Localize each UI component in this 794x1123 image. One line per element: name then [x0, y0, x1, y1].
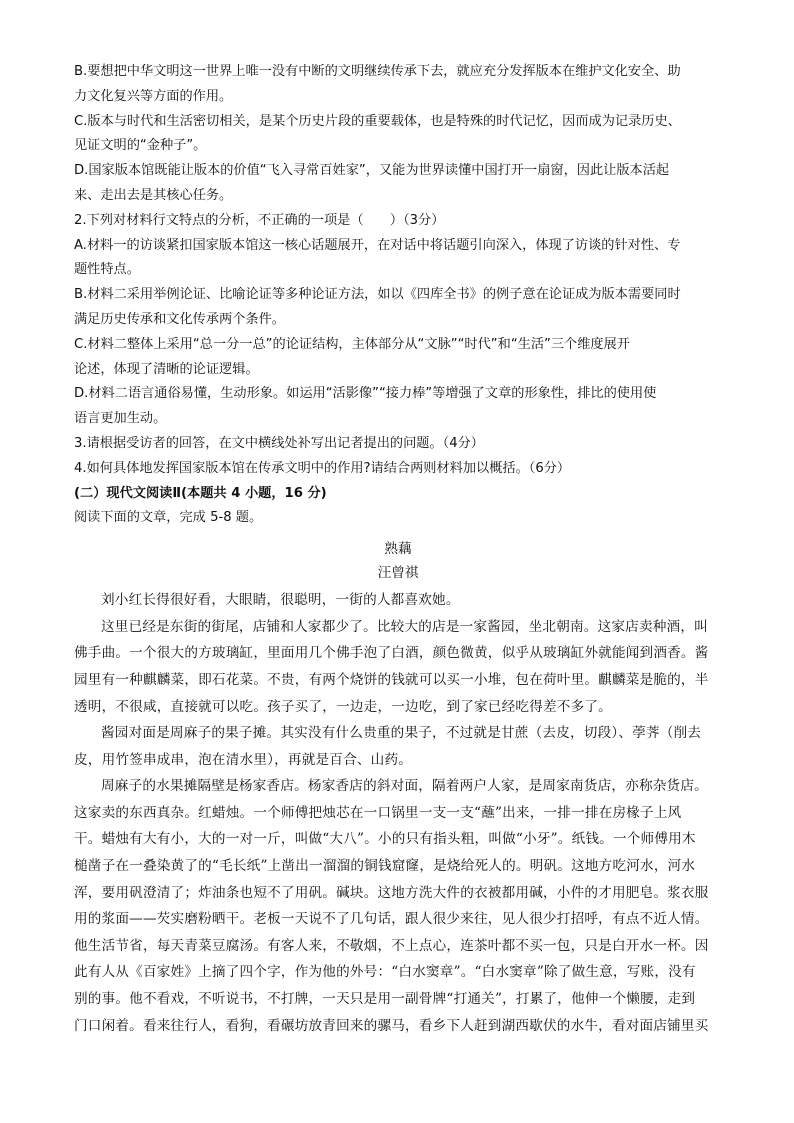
question-line: 满足历史传承和文化传承两个条件。 [74, 311, 285, 327]
passage-body [74, 587, 722, 1039]
question-line: 题性特点。 [74, 262, 140, 278]
document-page [74, 60, 722, 1039]
passage-line: 干。蜡烛有大有小，大的一对一斤，叫做“大八”。小的只有指头粗，叫做“小牙”。纸钱。一个师傅用木 [74, 831, 696, 848]
passage-line: 他生活节省，每天青菜豆腐汤。有客人来，不敬烟，不上点心，连茶叶都不买一包，只是白开水一杯。因 [74, 937, 709, 954]
question-line: D.材料二语言通俗易懂，生动形象。如运用“活影像”“接力棒”等增强了文章的形象性，排比的使用使 [74, 386, 657, 402]
passage-line: 园里有一种麒麟菜，即石花菜。不贵，有两个烧饼的钱就可以买一小堆，包在荷叶里。麒麟菜是脆的，半 [74, 671, 709, 688]
question-line: A.材料一的访谈紧扣国家版本馆这一核心话题展开，在对话中将话题引向深入，体现了访谈的针对性、专 [74, 237, 681, 253]
question-line: 语言更加生动。 [74, 411, 167, 427]
reading-instruction: 阅读下面的文章，完成 5-8 题。 [74, 510, 263, 526]
question-line: B.材料二采用举例论证、比喻论证等多种论证方法，如以《四库全书》的例子意在论证成为版本需要同时 [74, 287, 681, 303]
question-line: 2.下列对材料行文特点的分析，不正确的一项是（ ）（3分） [74, 212, 445, 228]
passage-line: 浑，要用矾澄清了；炸油条也短不了用矾。碱块。这地方洗大件的衣被都用碱，小件的才用肥皂。浆衣服 [74, 884, 709, 901]
passage-line: 此有人从《百家姓》上摘了四个字，作为他的外号：“白水窦章”。“白水窦章”除了做生意，写账，没有 [74, 964, 696, 981]
question-line: D.国家版本馆既能让版本的价值“飞入寻常百姓家”，又能为世界读懂中国打开一扇窗，因此让版本活起 [74, 163, 670, 179]
passage-line: 槌凿子在一叠染黄了的“毛长纸”上凿出一溜溜的铜钱窟窿，是烧给死人的。明矾。这地方吃河水，河水 [74, 858, 696, 875]
passage-line: 刘小红长得很好看，大眼睛，很聪明，一街的人都喜欢她。 [101, 592, 460, 609]
passage-line: 酱园对面是周麻子的果子摊。其实没有什么贵重的果子，不过就是甘蔗（去皮，切段）、荸荠（削去 [101, 725, 702, 742]
passage-line: 别的事。他不看戏，不听说书，不打牌，一天只是用一副骨牌“打通关”，打累了，他伸一个懒腰，走到 [74, 991, 696, 1008]
question-line: C.版本与时代和生活密切相关，是某个历史片段的重要载体，也是特殊的时代记忆，因而成为记录历史、 [74, 113, 681, 129]
passage-line: 这家卖的东西真杂。红蜡烛。一个师傅把烛芯在一口锅里一支一支“蘸”出来，一排一排在房椽子上风 [74, 804, 682, 821]
question-line: 4.如何具体地发挥国家版本馆在传承文明中的作用?请结合两则材料加以概括。（6分） [74, 460, 571, 476]
passage-title: 熟藕 [384, 541, 412, 558]
passage-author: 汪曾祺 [377, 565, 419, 582]
reading-passage [74, 537, 722, 1039]
question-line: 见证文明的“金种子”。 [74, 138, 207, 154]
passage-line: 门口闲着。看来往行人，看狗，看碾坊放青回来的骡马，看乡下人赶到湖西歇伏的水牛，看对面店铺里买 [74, 1017, 709, 1034]
question-line: 论述，体现了清晰的论证逻辑。 [74, 361, 259, 377]
question-line: C.材料二整体上采用“总一分一总”的论证结构，主体部分从“文脉”“时代”和“生活”三个维度展开 [74, 336, 630, 352]
question-line: 来、走出去是其核心任务。 [74, 187, 233, 203]
passage-line: 佛手曲。一个很大的方玻璃缸，里面用几个佛手泡了白酒，颜色微黄，似乎从玻璃缸外就能闻到酒香。酱 [74, 645, 709, 662]
question-line: 3.请根据受访者的回答，在文中横线处补写出记者提出的问题。（4分） [74, 435, 484, 451]
question-block [74, 60, 722, 482]
question-line: B.要想把中华文明这一世界上唯一没有中断的文明继续传承下去，就应充分发挥版本在维护文化安全、助 [74, 64, 681, 79]
section-title: (二）现代文阅读Ⅱ(本题共 4 小题，16 分) [74, 485, 327, 501]
question-line: 力文化复兴等方面的作用。 [74, 88, 233, 104]
passage-line: 透明，不很咸，直接就可以吃。孩子买了，一边走，一边吃，到了家已经吃得差不多了。 [74, 698, 612, 715]
passage-line: 用的浆面——芡实磨粉晒干。老板一天说不了几句话，跟人很少来往，见人很少打招呼，有点不近人情。 [74, 911, 709, 928]
passage-line: 这里已经是东街的街尾，店铺和人家都少了。比较大的店是一家酱园，坐北朝南。这家店卖种酒，叫 [101, 618, 708, 635]
passage-line: 周麻子的水果摊隔壁是杨家香店。杨家香店的斜对面，隔着两户人家，是周家南货店，亦称杂货店。 [101, 778, 708, 795]
passage-line: 皮，用竹签串成串，泡在清水里），再就是百合、山药。 [74, 751, 413, 768]
